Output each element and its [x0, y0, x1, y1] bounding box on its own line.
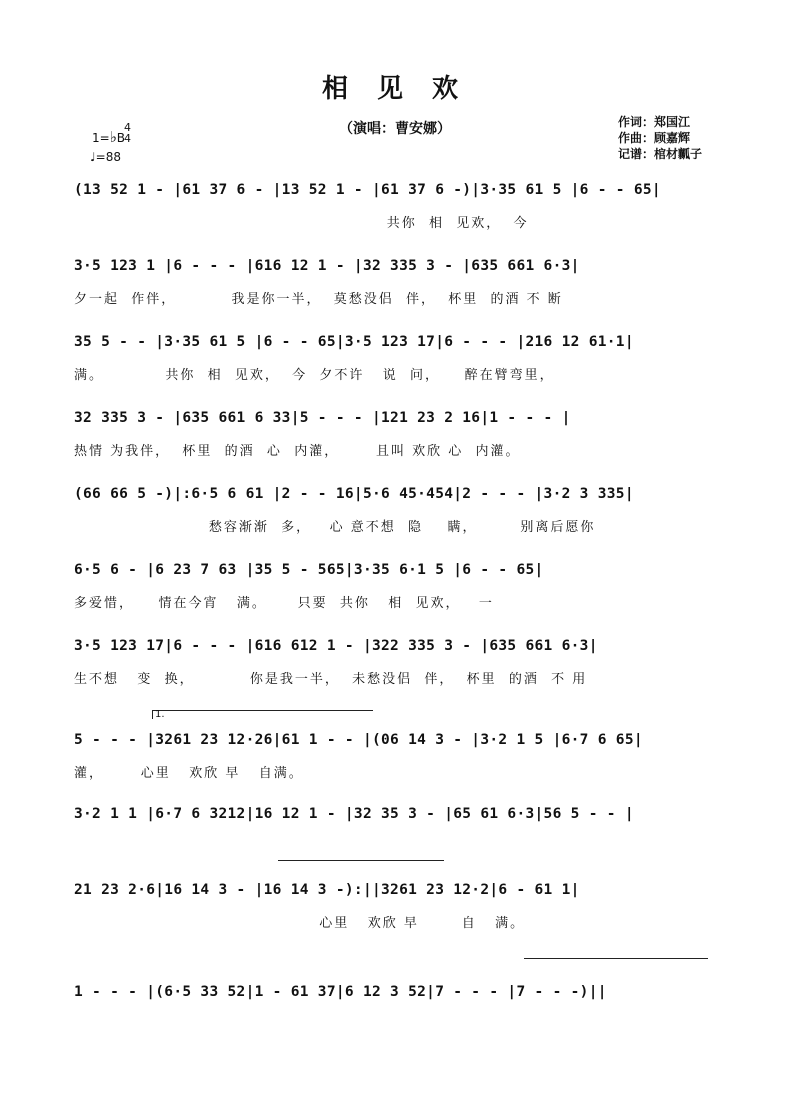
notation-system-11: 1 - - - |(6·5 33 52|1 - 61 37|6 12 3 52|7 - - - |7 - - -)|| — [74, 984, 607, 1000]
lyrics-system-3: 满。 共你 相 见欢， 今 夕不许 说 问， 醉在臂弯里， — [74, 368, 555, 383]
transcriber: 记谱：棺材瓤子 — [618, 147, 703, 161]
singer-credit: （演唱：曹安娜） — [339, 121, 451, 137]
notation-system-2: 3·5 123 1 |6 - - - |616 12 1 - |32 335 3 - |635 661 6·3| — [74, 258, 580, 274]
notation-system-7: 3·5 123 17|6 - - - |616 612 1 - |322 335 3 - |635 661 6·3| — [74, 638, 598, 654]
key-note: B — [116, 131, 126, 145]
notation-system-9: 3·2 1 1 |6·7 6 3212|16 12 1 - |32 35 3 - |65 61 6·3|56 5 - - | — [74, 806, 634, 822]
lyrics-system-6: 多爱惜， 情在今宵 满。 只要 共你 相 见欢， 一 — [74, 596, 494, 611]
time-top: 4 — [124, 121, 131, 134]
lyrics-system-5: 愁容渐渐 多， 心 意不想 隐 瞒， 别离后愿你 — [74, 520, 596, 535]
notation-system-1: (13 52 1 - |61 37 6 - |13 52 1 - |61 37 6 -)|3·35 61 5 |6 - - 65| — [74, 182, 661, 198]
notation-system-6: 6·5 6 - |6 23 7 63 |35 5 - 565|3·35 6·1 5 |6 - - 65| — [74, 562, 544, 578]
first-ending-label: 1. — [155, 709, 165, 720]
lyrics-system-10: 心里 欢欣 早 自 满。 — [74, 916, 526, 931]
time-bottom: 4 — [124, 132, 131, 145]
first-ending-bracket — [152, 710, 373, 719]
notation-system-3: 35 5 - - |3·35 61 5 |6 - - 65|3·5 123 17|6 - - - |216 12 61·1| — [74, 334, 634, 350]
flat-icon: ♭ — [109, 128, 117, 146]
credits-block — [618, 114, 702, 162]
lyrics-system-4: 热情 为我伴， 杯里 的酒 心 内灌， 且叫 欢欣 心 内灌。 — [74, 444, 521, 459]
lyricist: 作词：郑国江 — [618, 115, 691, 129]
tempo-marking: ♩=88 — [90, 150, 121, 164]
notation-system-8: 5 - - - |3261 23 12·26|61 1 - - |(06 14 3 - |3·2 1 5 |6·7 6 65| — [74, 732, 643, 748]
notation-system-4: 32 335 3 - |635 661 6 33|5 - - - |121 23 2 16|1 - - - | — [74, 410, 571, 426]
key-prefix: 1= — [92, 131, 110, 145]
lyrics-system-2: 夕一起 作伴， 我是你一半， 莫愁没侣 伴， 杯里 的酒 不 断 — [74, 292, 563, 307]
notation-system-5: (66 66 5 -)|:6·5 6 61 |2 - - 16|5·6 45·454|2 - - - |3·2 3 335| — [74, 486, 634, 502]
notation-system-10: 21 23 2·6|16 14 3 - |16 14 3 -):||3261 23 12·2|6 - 61 1| — [74, 882, 580, 898]
lyrics-system-7: 生不想 变 换， 你是我一半， 未愁没侣 伴， 杯里 的酒 不 用 — [74, 672, 588, 687]
tie-line — [524, 958, 708, 959]
time-signature — [124, 122, 131, 144]
repeat-bracket — [278, 860, 444, 861]
lyrics-system-1: 共你 相 见欢， 今 — [74, 216, 529, 231]
lyrics-system-8: 灌， 心里 欢欣 早 自满。 — [74, 766, 304, 781]
song-title: 相 见 欢 — [321, 74, 469, 104]
key-signature — [92, 128, 125, 146]
composer: 作曲：顾嘉辉 — [618, 131, 691, 145]
